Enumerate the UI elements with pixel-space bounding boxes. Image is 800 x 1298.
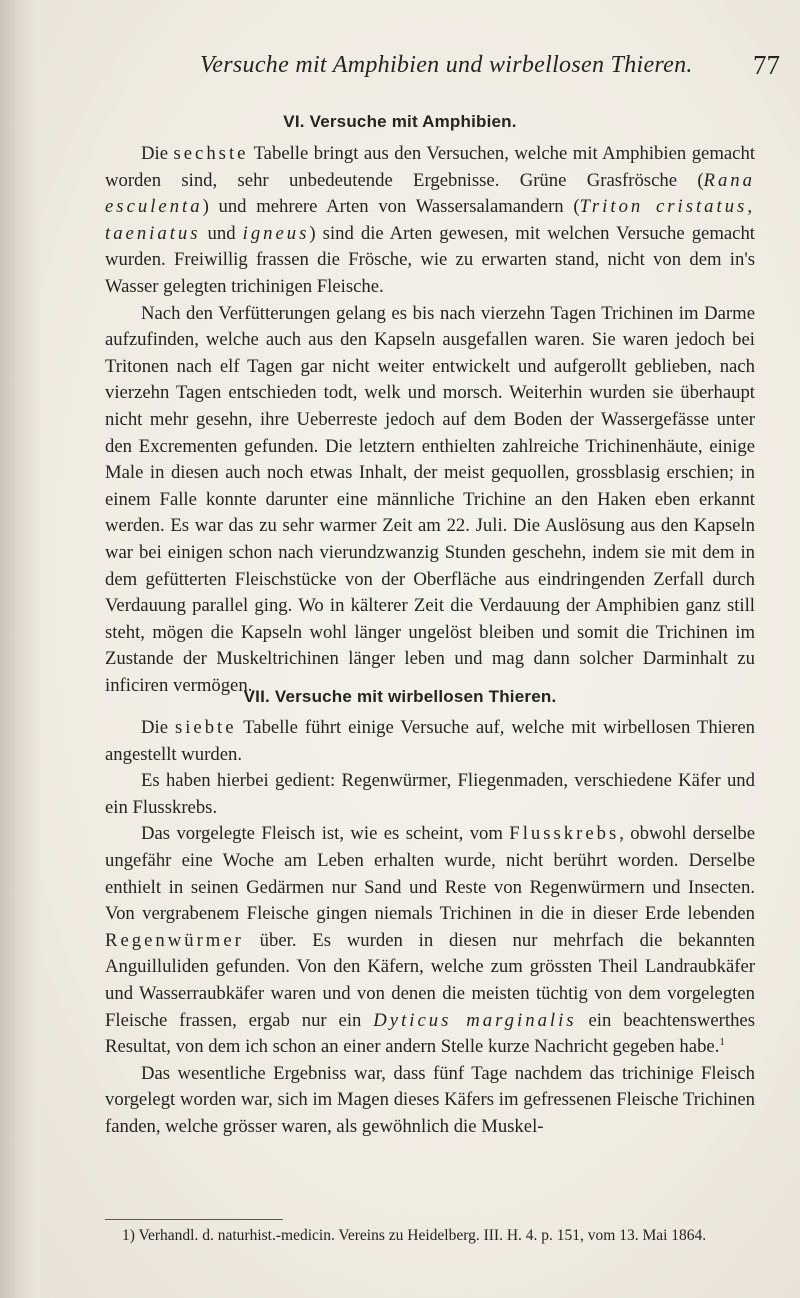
paragraph: Die siebte Tabelle führt einige Versuche auf, welche mit wirbellosen Thieren angestellt wurden. — [105, 717, 756, 765]
section-heading-vii: VII. Versuche mit wirbellosen Thieren. — [243, 687, 557, 706]
footnote-reference[interactable]: 1 — [719, 1035, 725, 1048]
section-vi-body — [105, 141, 755, 699]
paragraph: Nach den Verfütterungen gelang es bis nach vierzehn Tagen Trichinen im Darme aufzufinden, welche auch aus den Kapseln ausgefallen waren. Sie waren jedoch bei Tritonen nach elf Tagen gar nicht weiter entwickelt und aufgerollt geblieben, nach vierzehn Tagen entschieden todt, welk und morsch. Weiterhin wurden sie überhaupt nicht mehr gesehn, ihre Ueberreste jedoch auf dem Boden der Wassergefässe unter den Excrementen gefunden. Die letztern enthielten zahlreiche Trichinenhäute, einige Male in diesen auch noch etwas Inhalt, der meist gequollen, grossblasig erschien; in einem Falle konnte darunter eine männliche Trichine an den Haken eben erkannt werden. Es war das zu sehr warmer Zeit am 22. Juli. Die Auslösung aus den Kapseln war bei einigen schon nach vierundzwanzig Stunden geschehn, indem sie mit dem in dem gefütterten Fleischstücke von der Oberfläche aus eindringenden Zerfall durch Verdauung parallel ging. Wo in kälterer Zeit die Verdauung der Amphibien ganz still steht, mögen die Kapseln wohl länger ungelöst bleiben und somit die Trichinen im Zustande der Muskeltrichinen länger leben und mag dann solcher Darminhalt zu inficiren vermögen. — [105, 302, 755, 696]
footnote-divider — [105, 1219, 283, 1220]
paragraph: Das wesentliche Ergebniss war, dass fünf Tage nachdem das trichinige Fleisch vorgelegt worden war, sich im Magen dieses Käfers im gefressenen Fleische Trichinen fanden, welche grösser waren, als gewöhnlich die Muskel- — [105, 1062, 755, 1137]
footnote-marker: 1) — [122, 1227, 135, 1244]
section-vii-body — [105, 715, 755, 1141]
page-header — [200, 50, 780, 86]
footnote-text: Verhandl. d. naturhist.-medicin. Vereins zu Heidelberg. III. H. 4. p. 151, vom 13. Mai 1864. — [138, 1227, 707, 1244]
paragraph: Das vorgelegte Fleisch ist, wie es scheint, vom Flusskrebs, obwohl derselbe ungefähr eine Woche am Leben erhalten wurde, nicht berührt worden. Derselbe enthielt in seinen Gedärmen nur Sand und Reste von Regenwürmern und Insecten. Von vergrabenem Fleische gingen niemals Trichinen in die in dieser Erde lebenden Regenwürmer über. Es wurden in diesen nur mehrfach die bekannten Anguilluliden gefunden. Von den Käfern, welche zum grössten Theil Landraubkäfer und Wasserraubkäfer waren und von denen die meisten tüchtig von dem vorgelegten Fleische frassen, ergab nur ein Dyticus marginalis ein beachtenswerthes Resultat, von dem ich schon an einer andern Stelle kurze Nachricht gegeben habe.$^1$ — [105, 823, 755, 1058]
page-number: 77 — [753, 50, 780, 80]
running-head: Versuche mit Amphibien und wirbellosen Thieren. — [200, 52, 693, 78]
footnote — [105, 1226, 755, 1246]
page-gutter-shadow — [0, 0, 40, 1298]
section-heading-vi: VI. Versuche mit Amphibien. — [283, 112, 517, 131]
paragraph: Die sechste Tabelle bringt aus den Versuchen, welche mit Amphibien gemacht worden sind, sehr unbedeutende Ergebnisse. Grüne Grasfrösche (Rana esculenta) und mehrere Arten von Wassersalamandern (Triton cristatus, taeniatus und igneus) sind die Arten gewesen, mit welchen Versuche gemacht wurden. Freiwillig frassen die Frösche, wie zu erwarten stand, nicht von dem in's Wasser gelegten trichinigen Fleische. — [105, 143, 756, 297]
paragraph: Es haben hierbei gedient: Regenwürmer, Fliegenmaden, verschiedene Käfer und ein Flusskrebs. — [105, 770, 755, 818]
